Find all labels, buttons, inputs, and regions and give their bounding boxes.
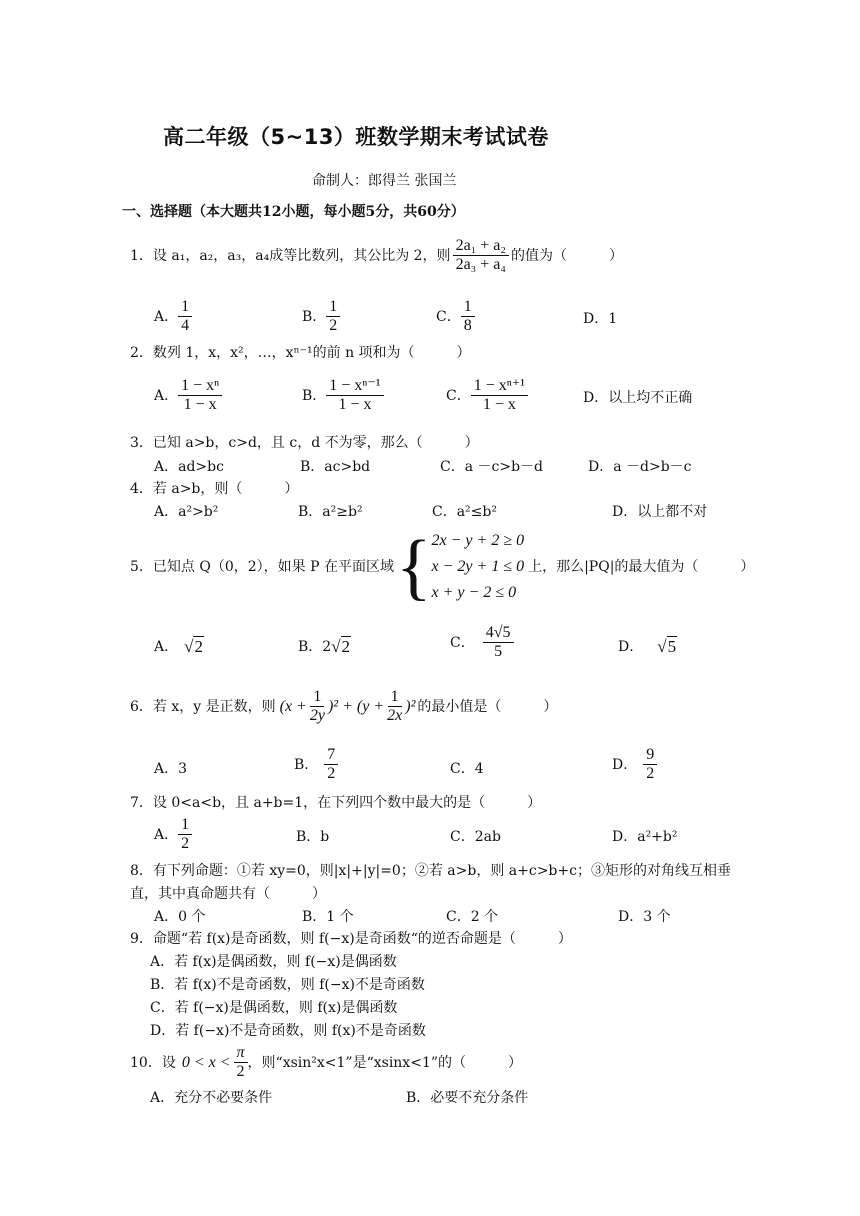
question-1-fraction: $\frac{\text{2a₁ + a₂}}{\text{2a₃ + a₄}}$ bbox=[453, 237, 509, 275]
question-6-option-d[interactable]: D． $\frac{9}{2}$ bbox=[612, 746, 657, 784]
question-4-option-c[interactable]: C．a²≤b² bbox=[432, 504, 497, 520]
question-6-stem: 6．若 x，y 是正数，则 (x + $\frac{1}{2y}$ )² + (y + $\frac{1}{2x}$ )² 的最小值是（ ） bbox=[130, 688, 558, 725]
question-8-stem-line2: 直，其中真命题共有（ ） bbox=[130, 886, 326, 902]
question-1-option-d[interactable]: D．1 bbox=[583, 311, 618, 327]
question-5-stem: 5．已知点 Q（0，2），如果 P 在平面区域 { 2x − y + 2 ≥ 0 x − 2y + 1 ≤ 0 x + y − 2 ≤ 0 上，那么|PQ|的最大值为（ ） bbox=[130, 526, 755, 608]
question-1-text: 1．设 a₁，a₂，a₃，a₄成等比数列，其公比为 2，则 bbox=[130, 247, 451, 264]
question-6-option-a[interactable]: A．3 bbox=[154, 761, 188, 777]
question-4-stem: 4．若 a>b，则（ ） bbox=[130, 481, 299, 497]
sqrt-symbol: √2 bbox=[331, 637, 351, 656]
question-4-option-a[interactable]: A．a²>b² bbox=[154, 504, 219, 520]
question-9-option-d[interactable]: D．若 f(−x)不是奇函数，则 f(x)不是奇函数 bbox=[150, 1023, 426, 1039]
question-10-option-b[interactable]: B．必要不充分条件 bbox=[406, 1090, 529, 1106]
question-10-option-a[interactable]: A．充分不必要条件 bbox=[150, 1090, 273, 1106]
question-9-option-c[interactable]: C．若 f(−x)是偶函数，则 f(x)是偶函数 bbox=[150, 1000, 398, 1016]
inequality-system: 2x − y + 2 ≥ 0 x − 2y + 1 ≤ 0 x + y − 2 ≤ 0 bbox=[431, 532, 525, 601]
question-3-option-c[interactable]: C．a －c>b－d bbox=[440, 459, 544, 475]
question-2-option-c[interactable]: C． $\frac{\text{1 − xⁿ⁺¹}}{1 - x}$ bbox=[446, 377, 528, 415]
question-8-option-a[interactable]: A．0 个 bbox=[154, 909, 206, 925]
question-4-option-d[interactable]: D．以上都不对 bbox=[612, 504, 708, 520]
question-5-option-b[interactable]: B．2 √2 bbox=[298, 637, 351, 656]
question-9-option-a[interactable]: A．若 f(x)是偶函数，则 f(−x)是偶函数 bbox=[150, 954, 397, 970]
question-4-option-b[interactable]: B．a²≥b² bbox=[298, 504, 363, 520]
question-8-option-d[interactable]: D．3 个 bbox=[618, 909, 671, 925]
question-8-option-c[interactable]: C．2 个 bbox=[446, 909, 499, 925]
page-title: 高二年级（5~13）班数学期末考试试卷 bbox=[163, 125, 549, 149]
question-6-option-b[interactable]: B． $\frac{7}{2}$ bbox=[294, 746, 338, 784]
sqrt-symbol: √2 bbox=[184, 637, 203, 656]
author-line: 命制人：郎得兰 张国兰 bbox=[312, 173, 457, 189]
question-3-option-a[interactable]: A．ad>bc bbox=[154, 459, 224, 475]
question-7-option-d[interactable]: D．a²+b² bbox=[612, 829, 678, 845]
question-9-option-b[interactable]: B．若 f(x)不是奇函数，则 f(−x)不是奇函数 bbox=[150, 977, 425, 993]
brace-glyph: { bbox=[395, 526, 432, 608]
question-9-stem: 9．命题“若 f(x)是奇函数，则 f(−x)是奇函数“的逆否命题是（ ） bbox=[130, 931, 572, 947]
question-1-option-b[interactable]: B． $\frac{1}{2}$ bbox=[302, 298, 340, 336]
question-10-stem: 10．设 0 < x < $\frac{\pi}{2}$ ，则“xsin²x<1”是“xsinx<1”的（ ） bbox=[130, 1044, 523, 1081]
question-3-option-b[interactable]: B．ac>bd bbox=[300, 459, 371, 475]
question-8-stem-line1: 8．有下列命题：①若 xy=0，则|x|+|y|=0；②若 a>b，则 a+c>b+c；③矩形的对角线互相垂 bbox=[130, 863, 731, 879]
question-3-stem: 3．已知 a>b，c>d，且 c，d 不为零，那么（ ） bbox=[130, 435, 479, 451]
question-5-option-d[interactable]: D． √5 bbox=[618, 637, 677, 656]
question-2-option-d[interactable]: D．以上均不正确 bbox=[583, 390, 693, 406]
question-3-option-d[interactable]: D．a －d>b－c bbox=[588, 459, 692, 475]
question-7-option-b[interactable]: B．b bbox=[296, 829, 330, 845]
question-5-option-c[interactable]: C． $\frac{4√5}{5}$ bbox=[450, 624, 514, 662]
question-7-stem: 7．设 0<a<b，且 a+b=1，在下列四个数中最大的是（ ） bbox=[130, 795, 542, 811]
question-7-option-c[interactable]: C．2ab bbox=[450, 829, 501, 845]
question-5-option-a[interactable]: A． √2 bbox=[154, 637, 203, 656]
question-2-option-a[interactable]: A． $\frac{\text{1 − xⁿ}}{1 - x}$ bbox=[154, 377, 222, 415]
question-7-option-a[interactable]: A． $\frac{1}{2}$ bbox=[154, 816, 192, 854]
question-1-option-c[interactable]: C． $\frac{1}{8}$ bbox=[436, 298, 475, 336]
section-heading: 一、选择题（本大题共12小题，每小题5分，共60分） bbox=[122, 204, 465, 220]
question-8-option-b[interactable]: B．1 个 bbox=[302, 909, 354, 925]
question-1-option-a[interactable]: A． $\frac{1}{4}$ bbox=[154, 298, 192, 336]
question-1-stem: 1．设 a₁，a₂，a₃，a₄成等比数列，其公比为 2，则 $\frac{\text{2a₁ + a₂}}{\text{2a₃ + a₄}}$ 的值为（ ） bbox=[130, 237, 623, 274]
question-2-option-b[interactable]: B． $\frac{\text{1 − xⁿ⁻¹}}{1 - x}$ bbox=[302, 377, 384, 415]
question-2-stem: 2．数列 1，x，x²，…，xⁿ⁻¹的前 n 项和为（ ） bbox=[130, 345, 471, 361]
question-6-option-c[interactable]: C．4 bbox=[450, 761, 484, 777]
sqrt-symbol: √5 bbox=[657, 637, 677, 656]
